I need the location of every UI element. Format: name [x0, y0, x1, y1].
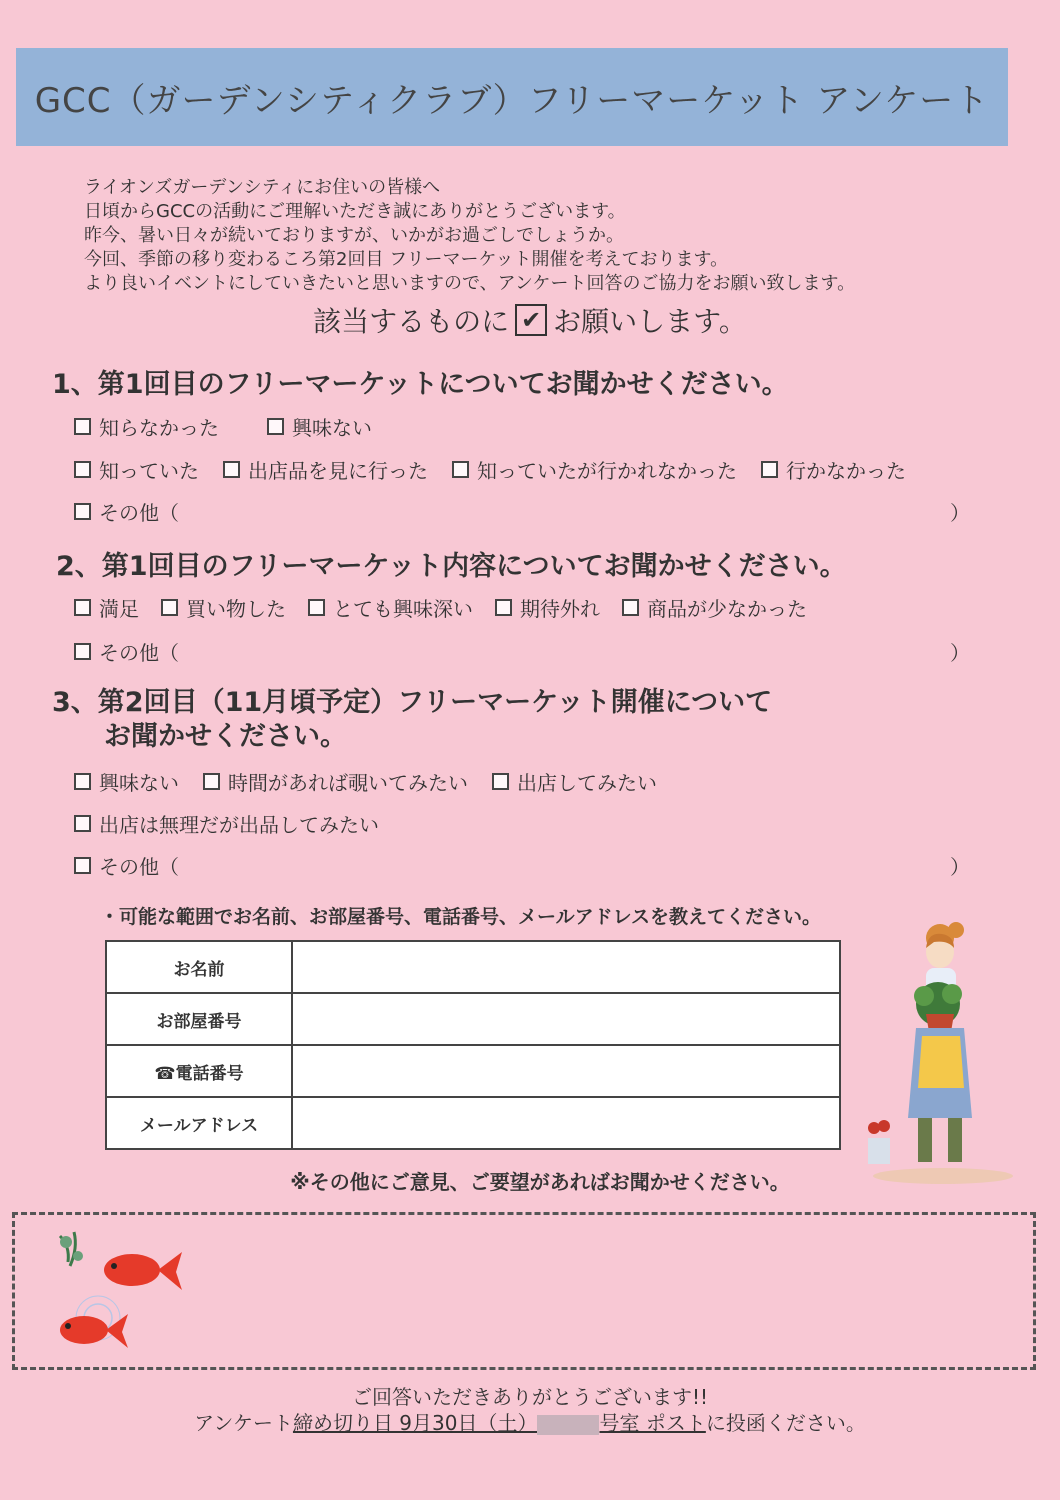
q1-other-row: [74, 496, 1020, 526]
deadline-message: [0, 1410, 1060, 1436]
table-row: [106, 1097, 840, 1149]
room-post: 号室 ポスト: [599, 1411, 706, 1435]
q3-other-row: [74, 850, 1020, 880]
deadline-end: に投函ください。: [705, 1411, 866, 1435]
checkbox[interactable]: [161, 599, 178, 616]
checkbox[interactable]: [74, 461, 91, 478]
intro-text: [84, 176, 1024, 296]
other-close-paren: ）: [950, 854, 970, 879]
intro-line: 今回、季節の移り変わるころ第2回目 フリーマーケット開催を考えております。: [84, 249, 729, 270]
instruction: [0, 300, 1060, 340]
checkbox[interactable]: [452, 461, 469, 478]
other-close-paren: ）: [950, 640, 970, 665]
q3-option-other[interactable]: その他（: [74, 851, 179, 880]
question-3-title-line1: 3、第2回目（11月頃予定）フリーマーケット開催について: [52, 687, 773, 718]
q1-option-knew[interactable]: 知っていた: [74, 455, 199, 484]
q3-options-row2: [74, 808, 1020, 838]
name-field[interactable]: [292, 941, 840, 993]
contact-info-note: ・可能な範囲でお名前、お部屋番号、電話番号、メールアドレスを教えてください。: [100, 906, 822, 928]
survey-header: [16, 48, 1008, 146]
question-1-title: 1、第1回目のフリーマーケットについてお聞かせください。: [52, 369, 789, 400]
checkmark-icon: ✔: [515, 304, 547, 336]
checkbox[interactable]: [492, 773, 509, 790]
room-number-field[interactable]: [292, 993, 840, 1045]
checkbox[interactable]: [74, 418, 91, 435]
q2-option-few-items[interactable]: 商品が少なかった: [622, 593, 807, 622]
q2-options-row1: [74, 592, 1020, 622]
table-row: [106, 941, 840, 993]
checkbox[interactable]: [74, 815, 91, 832]
gardener-girl-illustration: [868, 918, 1018, 1186]
room-number-label: お部屋番号: [106, 993, 292, 1045]
checkbox[interactable]: [74, 857, 91, 874]
checkbox[interactable]: [74, 599, 91, 616]
checkbox[interactable]: [203, 773, 220, 790]
question-3-title-line2: お聞かせください。: [104, 721, 347, 752]
checkbox[interactable]: [267, 418, 284, 435]
table-row: [106, 1045, 840, 1097]
checkbox[interactable]: [74, 503, 91, 520]
q1-option-went-to-see[interactable]: 出店品を見に行った: [223, 455, 428, 484]
q1-option-didnt-go[interactable]: 行かなかった: [761, 455, 906, 484]
checkbox[interactable]: [495, 599, 512, 616]
intro-line: 昨今、暑い日々が続いておりますが、いかがお過ごしでしょうか。: [84, 225, 624, 246]
intro-line: より良いイベントにしていきたいと思いますので、アンケート回答のご協力をお願い致します。: [84, 273, 856, 294]
question-2-title: 2、第1回目のフリーマーケット内容についてお聞かせください。: [56, 551, 847, 582]
q3-option-not-interested[interactable]: 興味ない: [74, 767, 179, 796]
checkbox[interactable]: [622, 599, 639, 616]
q2-option-satisfied[interactable]: 満足: [74, 593, 139, 622]
checkbox[interactable]: [761, 461, 778, 478]
q1-option-didnt-know[interactable]: 知らなかった: [74, 412, 219, 441]
table-row: [106, 993, 840, 1045]
intro-line: 日頃からGCCの活動にご理解いただき誠にありがとうございます。: [84, 201, 626, 222]
q3-option-want-to-open-stall[interactable]: 出店してみたい: [492, 767, 657, 796]
contact-info-table: [105, 940, 841, 1150]
name-label: お名前: [106, 941, 292, 993]
q2-option-disappointing[interactable]: 期待外れ: [495, 593, 600, 622]
goldfish-illustration: [40, 1226, 190, 1366]
question-3-title: [52, 686, 772, 754]
other-close-paren: ）: [950, 500, 970, 525]
instruction-before: 該当するものに: [313, 305, 510, 338]
thanks-message: ご回答いただきありがとうございます!!: [351, 1385, 709, 1409]
email-label: メールアドレス: [106, 1097, 292, 1149]
redacted-room-number: [537, 1415, 599, 1435]
checkbox[interactable]: [308, 599, 325, 616]
intro-line: ライオンズガーデンシティにお住いの皆様へ: [84, 177, 441, 198]
q3-option-peek-if-time[interactable]: 時間があれば覗いてみたい: [203, 767, 468, 796]
phone-number-label: ☎電話番号: [106, 1045, 292, 1097]
q1-option-not-interested[interactable]: 興味ない: [267, 412, 372, 441]
q1-options-row1: [74, 411, 1020, 441]
opinion-note: ※その他にご意見、ご要望があればお聞かせください。: [290, 1170, 790, 1194]
phone-number-field[interactable]: [292, 1045, 840, 1097]
email-field[interactable]: [292, 1097, 840, 1149]
q3-option-submit-items[interactable]: 出店は無理だが出品してみたい: [74, 809, 379, 838]
instruction-after: お願いします。: [553, 305, 747, 338]
footer-thanks: [0, 1384, 1060, 1436]
q1-options-row2: [74, 454, 1020, 484]
deadline-prefix: アンケート: [194, 1411, 293, 1435]
q2-option-other[interactable]: その他（: [74, 637, 179, 666]
checkbox[interactable]: [74, 643, 91, 660]
checkbox[interactable]: [74, 773, 91, 790]
q3-options-row1: [74, 766, 1020, 796]
survey-title: GCC（ガーデンシティクラブ）フリーマーケット アンケート: [34, 80, 990, 121]
checkbox[interactable]: [223, 461, 240, 478]
q2-option-very-interesting[interactable]: とても興味深い: [308, 593, 473, 622]
deadline-date: 締め切り日 9月30日（土）: [292, 1411, 538, 1435]
q2-other-row: [74, 636, 1020, 666]
q2-option-bought[interactable]: 買い物した: [161, 593, 286, 622]
q1-option-knew-couldnt-go[interactable]: 知っていたが行かれなかった: [452, 455, 737, 484]
q1-option-other[interactable]: その他（: [74, 497, 179, 526]
